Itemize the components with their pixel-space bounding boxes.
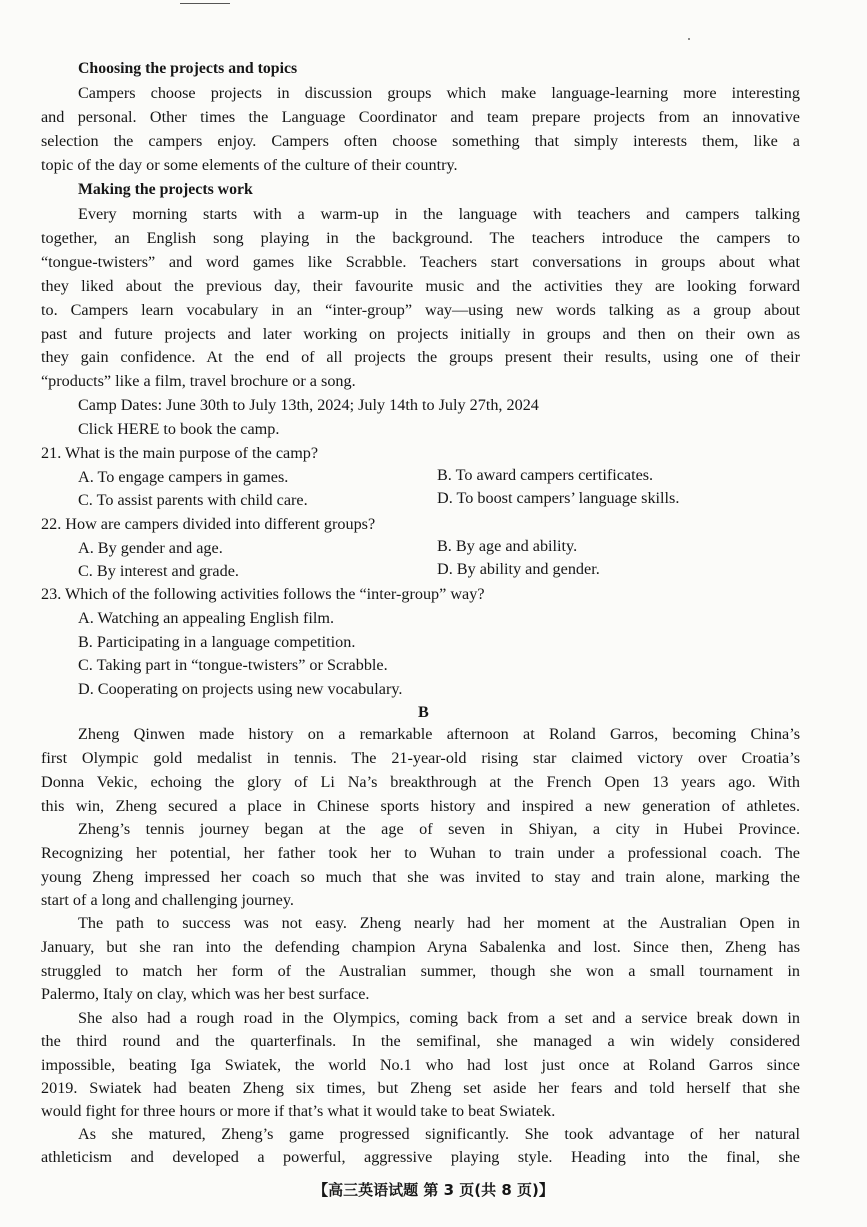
q22-option-a[interactable]: A. By gender and age. (78, 539, 223, 557)
b-para4-line: She also had a rough road in the Olympics, coming back from a set and a service break down in (78, 1009, 800, 1027)
para2-line: “products” like a film, travel brochure or a song. (41, 372, 356, 390)
q22-option-b[interactable]: B. By age and ability. (437, 537, 578, 555)
b-para3-line: Palermo, Italy on clay, which was her best surface. (41, 985, 370, 1003)
para2-line: “tongue-twisters” and word games like Scrabble. Teachers start conversations in groups about what (41, 253, 800, 271)
para2-line: together, an English song playing in the background. The teachers introduce the campers to (41, 229, 800, 247)
heading-choosing: Choosing the projects and topics (78, 60, 298, 77)
b-para2-line: start of a long and challenging journey. (41, 891, 294, 909)
q23-option-b[interactable]: B. Participating in a language competition. (78, 633, 356, 651)
q21-option-a[interactable]: A. To engage campers in games. (78, 468, 289, 486)
q23-option-d[interactable]: D. Cooperating on projects using new vocabulary. (78, 680, 403, 698)
b-para3-line: January, but she ran into the defending champion Aryna Sabalenka and lost. Since then, Zheng has (41, 938, 800, 956)
para2-line: they gain confidence. At the end of all projects the groups present their results, using one of their (41, 348, 800, 366)
b-para4-line: would fight for three hours or more if that’s what it would take to beat Swiatek. (41, 1102, 556, 1120)
booking-link[interactable]: Click HERE to book the camp. (78, 420, 280, 438)
b-para5-line: As she matured, Zheng’s game progressed significantly. She took advantage of her natural (78, 1125, 800, 1143)
q21-option-d[interactable]: D. To boost campers’ language skills. (437, 489, 680, 507)
para2-line: past and future projects and later working on projects initially in groups and then on their own as (41, 325, 800, 343)
speck (688, 38, 690, 40)
heading-making: Making the projects work (78, 181, 253, 198)
q21-option-c[interactable]: C. To assist parents with child care. (78, 491, 308, 509)
para1-line: Campers choose projects in discussion groups which make language-learning more interesting (78, 84, 800, 102)
b-para2-line: Zheng’s tennis journey began at the age of seven in Shiyan, a city in Hubei Province. (78, 820, 800, 838)
q23-option-c[interactable]: C. Taking part in “tongue-twisters” or Scrabble. (78, 656, 388, 674)
b-para1-line: Zheng Qinwen made history on a remarkable afternoon at Roland Garros, becoming China’s (78, 725, 800, 743)
b-para4-line: 2019. Swiatek had beaten Zheng six times, but Zheng set aside her fears and told herself that she (41, 1079, 800, 1097)
para2-line: to. Campers learn vocabulary in an “inter-group” way—using new words talking as a group about (41, 301, 800, 319)
question-23: 23. Which of the following activities follows the “inter-group” way? (41, 585, 485, 603)
question-21: 21. What is the main purpose of the camp? (41, 444, 319, 462)
b-para3-line: The path to success was not easy. Zheng nearly had her moment at the Australian Open in (78, 914, 800, 932)
b-para1-line: Donna Vekic, echoing the glory of Li Na’s breakthrough at the French Open 13 years ago. With (41, 773, 800, 791)
b-para2-line: young Zheng impressed her coach so much that she was invited to stay and train alone, marking the (41, 868, 800, 886)
para2-line: they liked about the previous day, their favourite music and the activities they are looking forward (41, 277, 800, 295)
b-para4-line: impossible, beating Iga Swiatek, the world No.1 who had lost just once at Roland Garros since (41, 1056, 800, 1074)
para1-line: selection the campers enjoy. Campers often choose something that simply interests them, like a (41, 132, 800, 150)
b-para2-line: Recognizing her potential, her father took her to Wuhan to train under a professional coach. The (41, 844, 800, 862)
q22-option-c[interactable]: C. By interest and grade. (78, 562, 239, 580)
top-rule (180, 3, 230, 4)
para2-line: Every morning starts with a warm-up in the language with teachers and campers talking (78, 205, 800, 223)
page-footer: 【高三英语试题 第 3 页(共 8 页)】 (313, 1181, 554, 1199)
b-para5-line: athleticism and developed a powerful, aggressive playing style. Heading into the final, she (41, 1148, 800, 1166)
camp-dates: Camp Dates: June 30th to July 13th, 2024; July 14th to July 27th, 2024 (78, 396, 539, 414)
b-para4-line: the third round and the quarterfinals. In the semifinal, she managed a win widely considered (41, 1032, 800, 1050)
b-para3-line: struggled to match her form of the Australian summer, though she won a small tournament in (41, 962, 800, 980)
para1-line: topic of the day or some elements of the culture of their country. (41, 156, 458, 174)
b-para1-line: first Olympic gold medalist in tennis. The 21-year-old rising star claimed victory over Croatia’s (41, 749, 800, 767)
question-22: 22. How are campers divided into different groups? (41, 515, 376, 533)
q23-option-a[interactable]: A. Watching an appealing English film. (78, 609, 334, 627)
q22-option-d[interactable]: D. By ability and gender. (437, 560, 600, 578)
b-para1-line: this win, Zheng secured a place in Chinese sports history and inspired a new generation of athletes. (41, 797, 800, 815)
section-b-heading: B (418, 703, 429, 721)
q21-option-b[interactable]: B. To award campers certificates. (437, 466, 654, 484)
para1-line: and personal. Other times the Language Coordinator and team prepare projects from an innovative (41, 108, 800, 126)
